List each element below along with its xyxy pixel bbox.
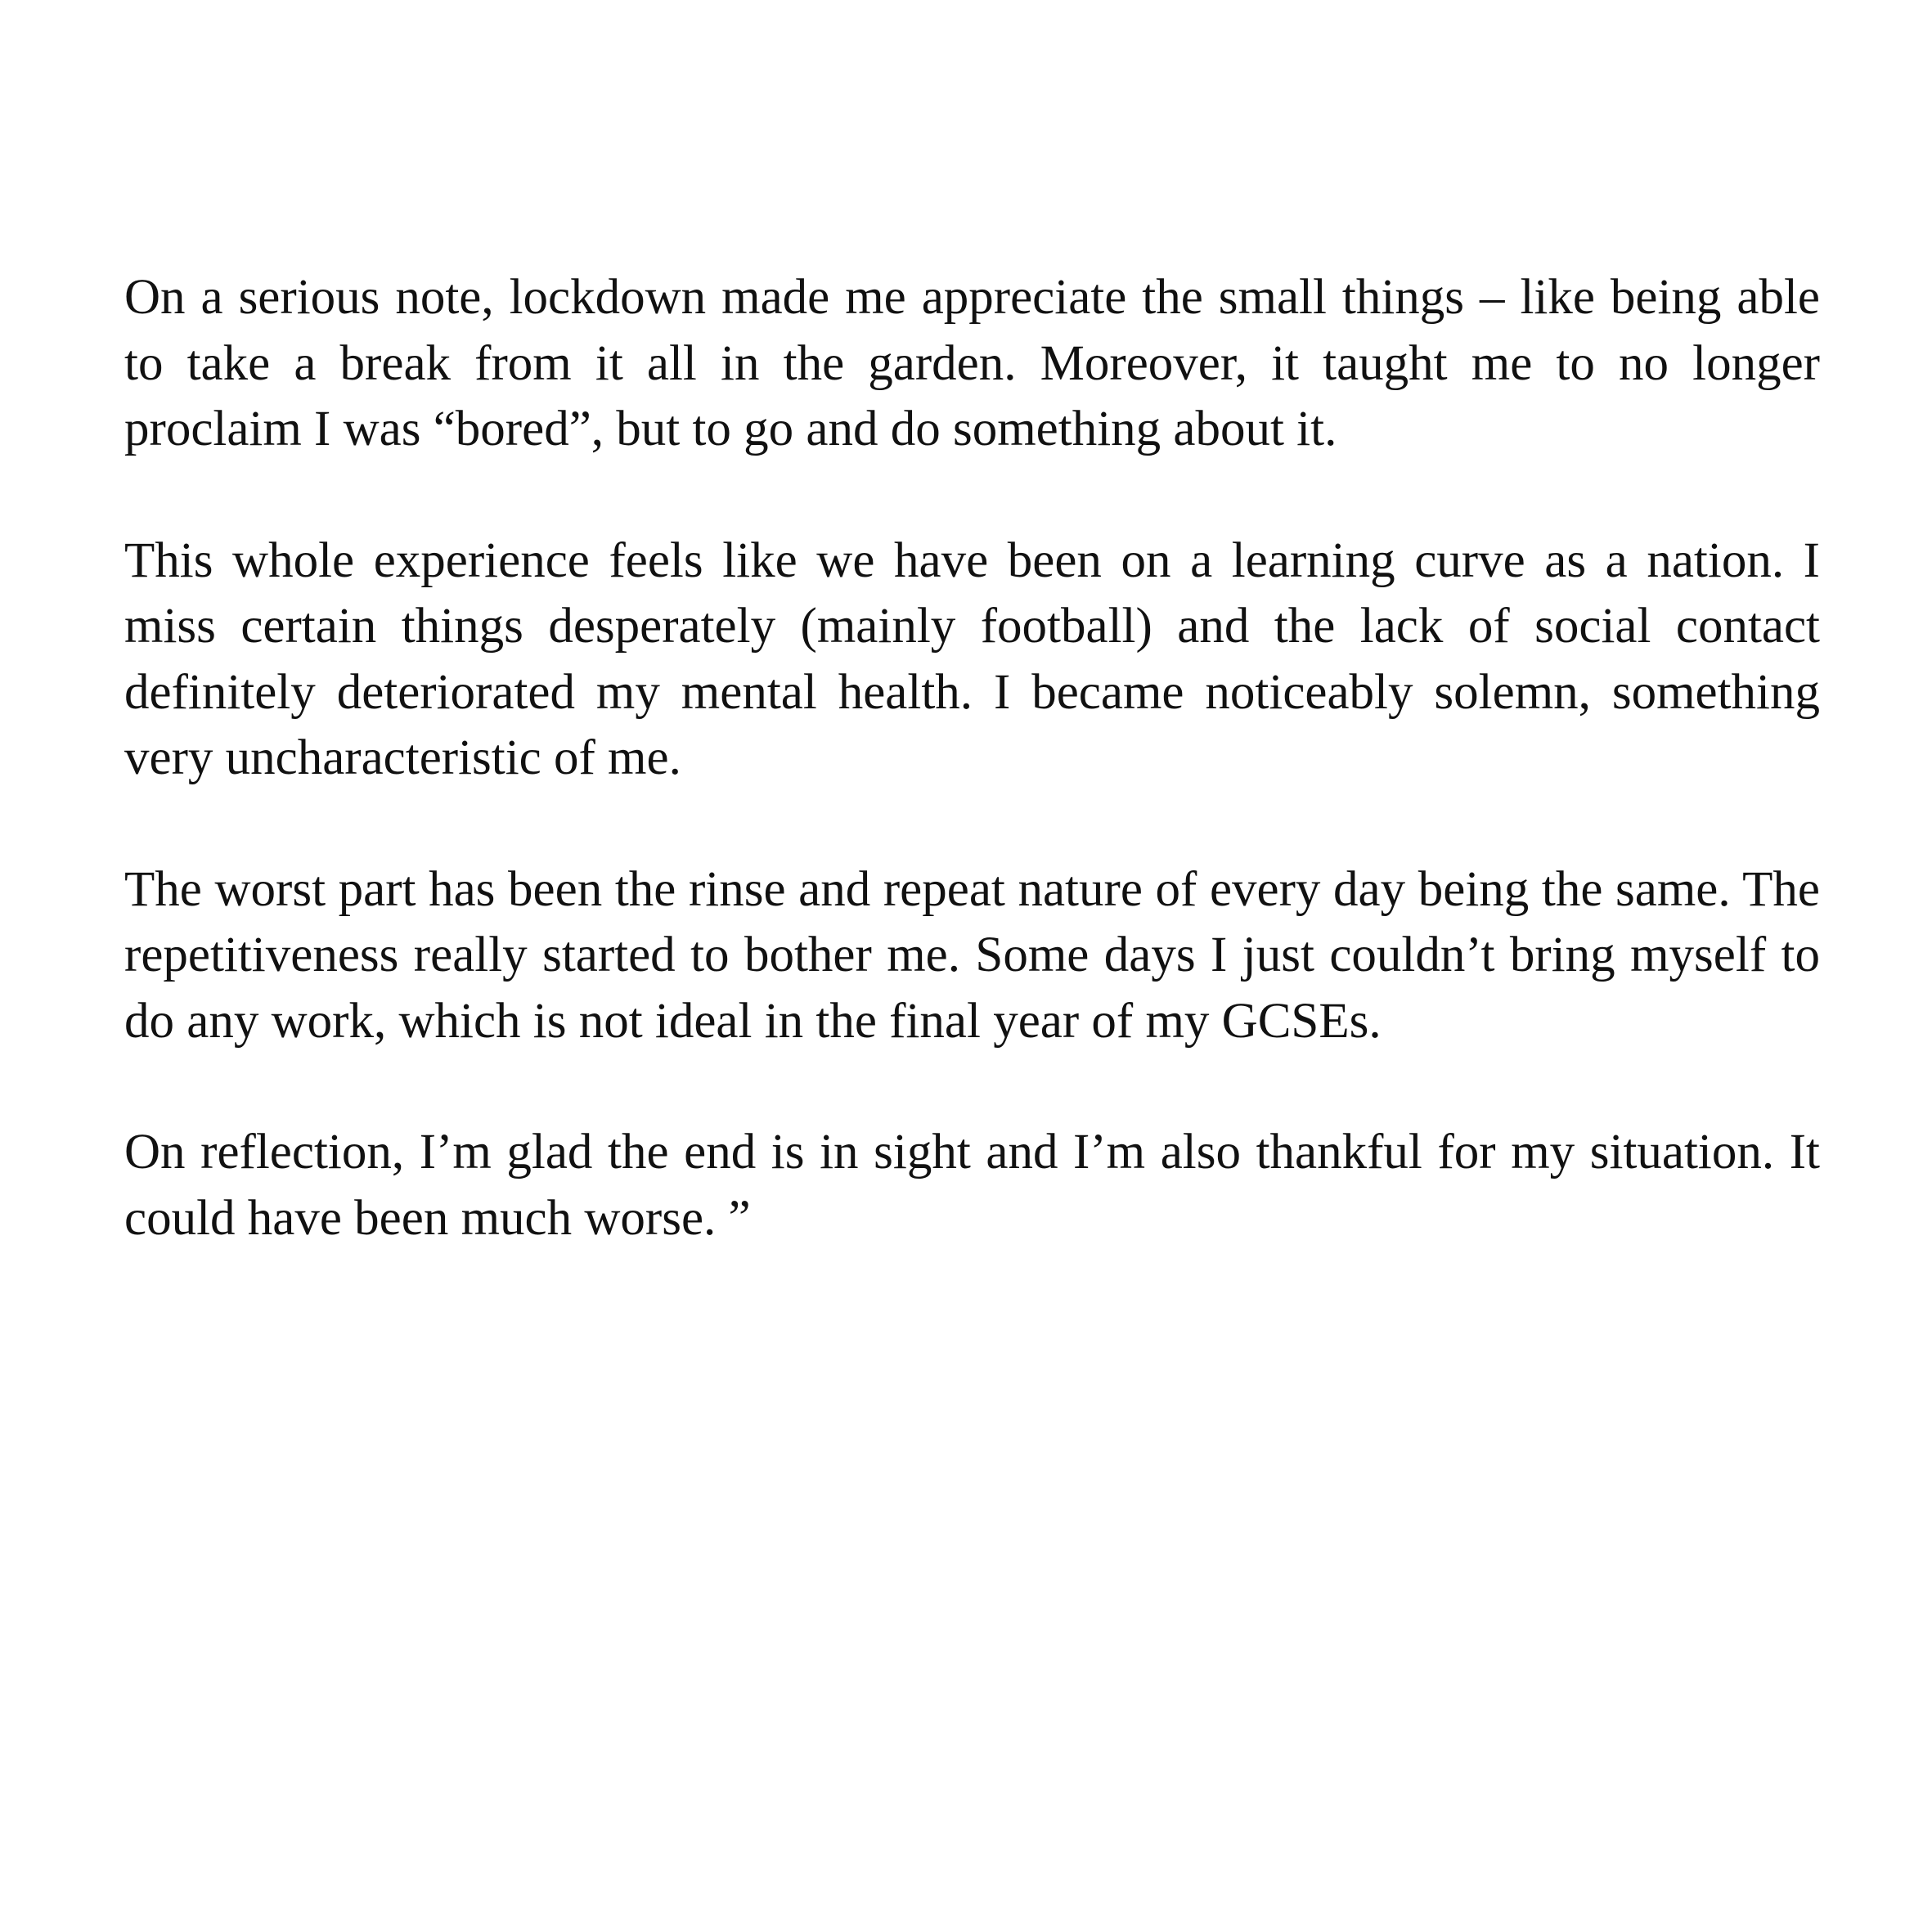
body-text [124, 265, 1820, 1251]
paragraph-worst-part: The worst part has been the rinse and repeat nature of every day being the same. The repetitiveness really started to bother me. Some days I just couldn’t bring myself to do any work, which is not ideal in the final year of my GCSEs. [124, 861, 1820, 1049]
paragraph-reflection: On reflection, I’m glad the end is in sight and I’m also thankful for my situation. It could have been much worse. ” [124, 1125, 1820, 1246]
paragraph-serious-note: On a serious note, lockdown made me appreciate the small things – like being able to take a break from it all in the garden. Moreover, it taught me to no longer proclaim I was “bored”, but to go and do something about it. [124, 270, 1820, 456]
paragraph-learning-curve: This whole experience feels like we have been on a learning curve as a nation. I miss certain things desperately (mainly football) and the lack of social contact definitely deteriorated my mental health. I became noticeably solemn, something very uncharacteristic of me. [124, 532, 1820, 785]
